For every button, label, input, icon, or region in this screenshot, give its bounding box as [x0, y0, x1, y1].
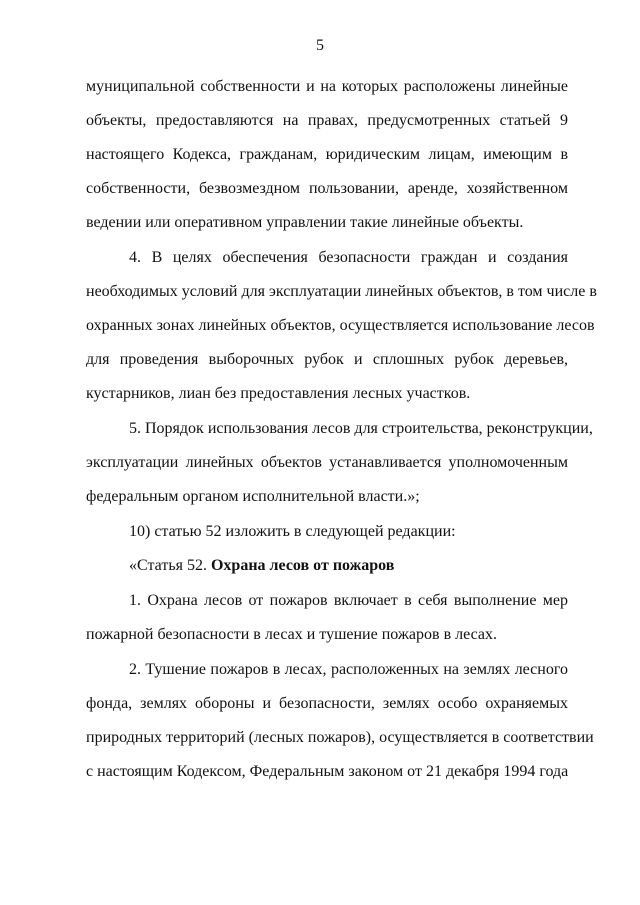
text-line-7: необходимых условий для эксплуатации линейных объектов, в том числе в — [86, 283, 597, 300]
text-line-4: собственности, безвозмездном пользовании, аренде, хозяйственном — [86, 180, 568, 197]
text-line-11: 5. Порядок использования лесов для строительства, реконструкции, — [129, 420, 593, 437]
article-title: Охрана лесов от пожаров — [210, 557, 395, 574]
text-line-8: охранных зонах линейных объектов, осуществляется использование лесов — [86, 317, 595, 334]
article-number: «Статья 52. — [129, 557, 211, 574]
text-line-19: фонда, землях обороны и безопасности, землях особо охраняемых — [86, 695, 568, 712]
text-line-14: 10) статью 52 изложить в следующей редакции: — [129, 523, 456, 540]
text-line-6: 4. В целях обеспечения безопасности граждан и создания — [129, 249, 568, 266]
text-line-5: ведении или оперативном управлении такие линейные объекты. — [86, 214, 524, 231]
article-heading — [86, 558, 568, 574]
text-line-3: настоящего Кодекса, гражданам, юридическим лицам, имеющим в — [86, 146, 568, 163]
page-number: 5 — [316, 37, 324, 54]
text-line-9: для проведения выборочных рубок и сплошных рубок деревьев, — [86, 351, 568, 368]
text-line-17: пожарной безопасности в лесах и тушение пожаров в лесах. — [86, 626, 498, 643]
text-line-1: муниципальной собственности и на которых расположены линейные — [86, 78, 568, 95]
text-line-16: 1. Охрана лесов от пожаров включает в себя выполнение мер — [129, 592, 568, 609]
text-line-20: природных территорий (лесных пожаров), осуществляется в соответствии — [86, 729, 594, 746]
text-line-2: объекты, предоставляются на правах, предусмотренных статьей 9 — [86, 112, 568, 129]
text-line-10: кустарников, лиан без предоставления лесных участков. — [86, 385, 471, 402]
text-line-21: с настоящим Кодексом, Федеральным законом от 21 декабря 1994 года — [86, 763, 569, 780]
text-line-13: федеральным органом исполнительной власти.»; — [86, 488, 420, 505]
text-line-18: 2. Тушение пожаров в лесах, расположенных на землях лесного — [129, 661, 568, 678]
text-line-12: эксплуатации линейных объектов устанавливается уполномоченным — [86, 454, 568, 471]
